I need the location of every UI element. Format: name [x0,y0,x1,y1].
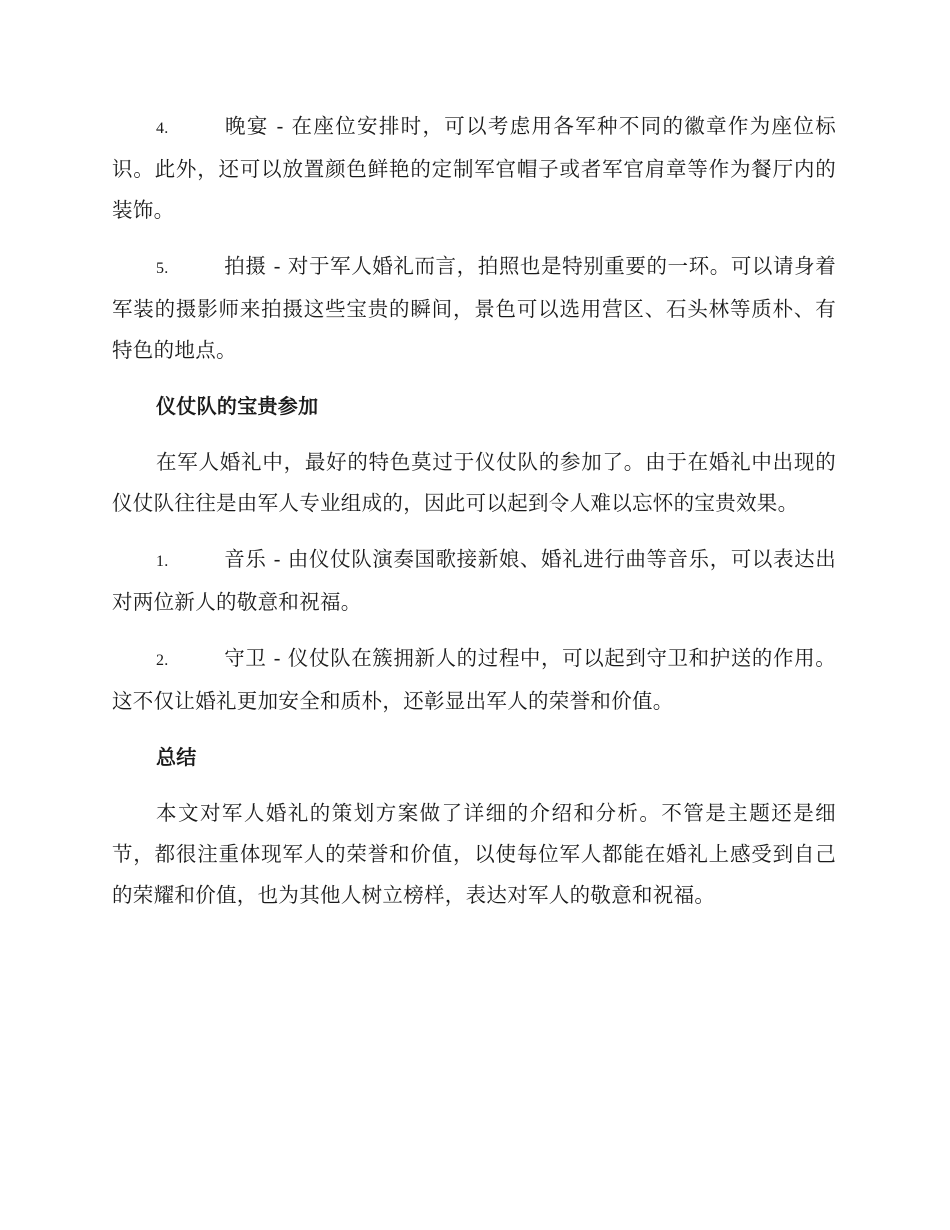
honor-guard-intro-paragraph: 在军人婚礼中，最好的特色莫过于仪仗队的参加了。由于在婚礼中出现的仪仗队往往是由军人专业组成的，因此可以起到令人难以忘怀的宝贵效果。 [112,450,836,515]
list-item-text: 晚宴 - 在座位安排时，可以考虑用各军种不同的徽章作为座位标识。此外，还可以放置颜色鲜艳的定制军官帽子或者军官肩章等作为餐厅内的装饰。 [112,114,836,222]
list-item-guard [112,638,836,722]
list-item-photography [112,246,836,371]
section-heading-honor-guard: 仪仗队的宝贵参加 [156,394,319,418]
list-number: 4. [156,120,169,137]
list-number: 5. [156,260,169,277]
list-number: 2. [156,652,169,669]
list-item-text: 拍摄 - 对于军人婚礼而言，拍照也是特别重要的一环。可以请身着军装的摄影师来拍摄这些宝贵的瞬间，景色可以选用营区、石头林等质朴、有特色的地点。 [112,254,836,362]
summary-paragraph: 本文对军人婚礼的策划方案做了详细的介绍和分析。不管是主题还是细节，都很注重体现军人的荣誉和价值，以使每位军人都能在婚礼上感受到自己的荣耀和价值，也为其他人树立榜样，表达对军人的敬意和祝福。 [112,801,836,907]
list-number: 1. [156,553,169,570]
list-item-banquet [112,106,836,231]
list-item-music [112,539,836,623]
list-item-text: 守卫 - 仪仗队在簇拥新人的过程中，可以起到守卫和护送的作用。这不仅让婚礼更加安全和质朴，还彰显出军人的荣誉和价值。 [112,646,836,713]
section-heading-summary: 总结 [156,745,197,769]
list-item-text: 音乐 - 由仪仗队演奏国歌接新娘、婚礼进行曲等音乐，可以表达出对两位新人的敬意和祝福。 [112,547,836,614]
document-page [112,106,836,931]
